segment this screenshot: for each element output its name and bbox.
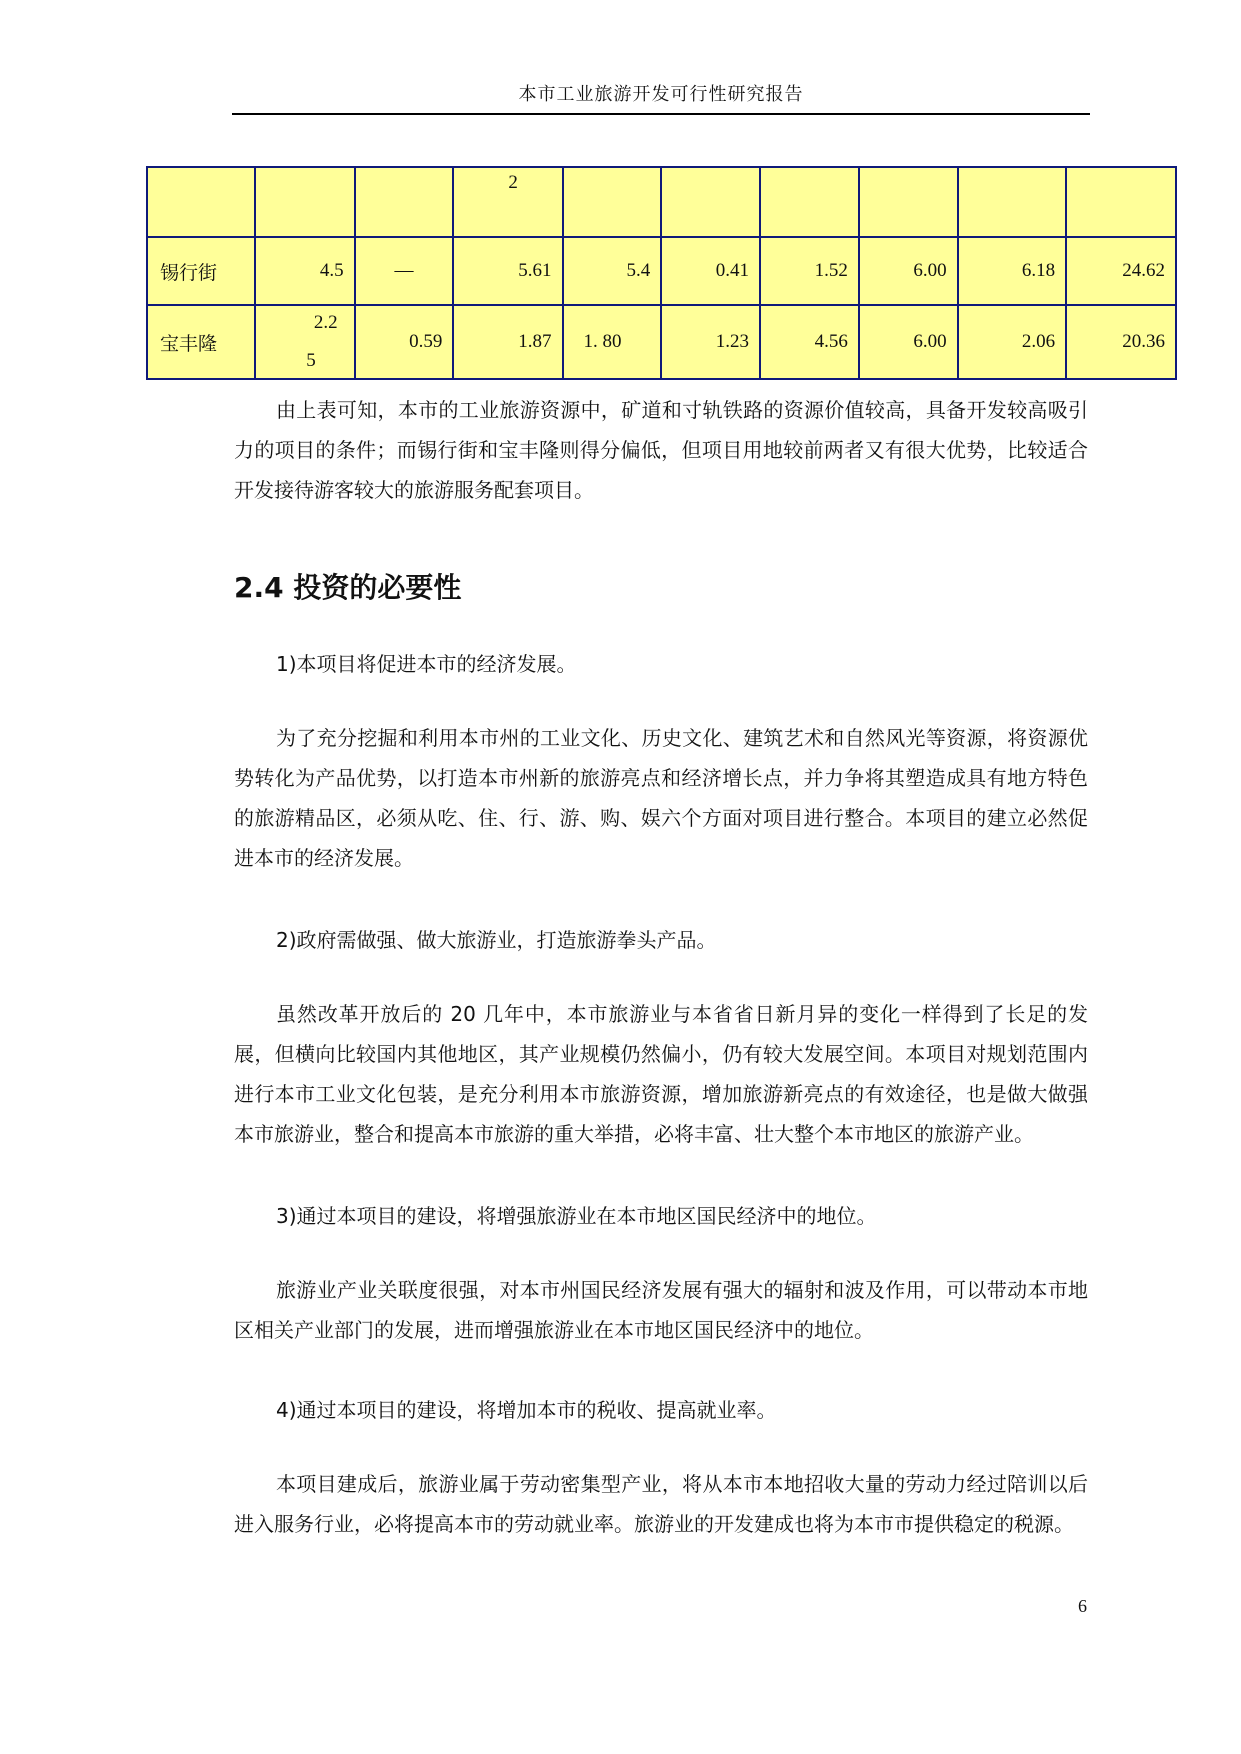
page-header-title: 本市工业旅游开发可行性研究报告 [518, 84, 804, 105]
table-cell: 6.00 [859, 237, 958, 305]
table-cell [563, 167, 662, 237]
table-cell: 6.18 [958, 237, 1067, 305]
page-number: 6 [1078, 1596, 1087, 1616]
table-cell [958, 167, 1067, 237]
table-cell-line: 2.2 [313, 312, 338, 333]
table-cell [859, 167, 958, 237]
score-table [146, 166, 1177, 380]
table-cell: 5.4 [563, 237, 662, 305]
table-cell: 5.61 [453, 237, 562, 305]
table-cell: 6.00 [859, 305, 958, 379]
table-cell [355, 167, 454, 237]
table-cell [661, 167, 760, 237]
table-cell: 1.23 [661, 305, 760, 379]
table-cell-name: 锡行街 [147, 237, 255, 305]
table-cell-name: 宝丰隆 [147, 305, 255, 379]
table-cell: 1.52 [760, 237, 859, 305]
table-cell-name [147, 167, 255, 237]
table-row [147, 305, 1176, 379]
table-cell: 1. 80 [563, 305, 662, 379]
table-row [147, 167, 1176, 237]
table-cell [1066, 167, 1176, 237]
table-cell-line: 5 [306, 350, 316, 371]
item-body-1: 为了充分挖掘和利用本市州的工业文化、历史文化、建筑艺术和自然风光等资源，将资源优势转化为产品优势，以打造本市州新的旅游亮点和经济增长点，并力争将其塑造成具有地方特色的旅游精品区，必须从吃、住、行、游、购、娱六个方面对项目进行整合。本项目的建立必然促进本市的经济发展。 [234, 726, 1088, 870]
table-cell [255, 305, 354, 379]
item-title-1: 1)本项目将促进本市的经济发展。 [276, 652, 577, 676]
item-body-2: 虽然改革开放后的 20 几年中，本市旅游业与本省省日新月异的变化一样得到了长足的发展，但横向比较国内其他地区，其产业规模仍然偏小，仍有较大发展空间。本项目对规划范围内进行本市工业文化包装，是充分利用本市旅游资源，增加旅游新亮点的有效途径，也是做大做强本市旅游业，整合和提高本市旅游的重大举措，必将丰富、壮大整个本市地区的旅游产业。 [234, 1002, 1088, 1146]
item-title-4: 4)通过本项目的建设，将增加本市的税收、提高就业率。 [276, 1398, 777, 1422]
table-cell: 4.56 [760, 305, 859, 379]
table-cell: 2 [453, 167, 562, 237]
table-cell: 20.36 [1066, 305, 1176, 379]
table-cell [255, 167, 354, 237]
section-heading: 2.4 投资的必要性 [234, 571, 462, 604]
table-row [147, 237, 1176, 305]
header-rule [232, 113, 1090, 115]
table-cell: 0.41 [661, 237, 760, 305]
item-title-3: 3)通过本项目的建设，将增强旅游业在本市地区国民经济中的地位。 [276, 1204, 877, 1228]
table-cell: 2.06 [958, 305, 1067, 379]
table-cell [760, 167, 859, 237]
table-cell: — [355, 237, 454, 305]
intro-paragraph: 由上表可知，本市的工业旅游资源中，矿道和寸轨铁路的资源价值较高，具备开发较高吸引力的项目的条件；而锡行街和宝丰隆则得分偏低，但项目用地较前两者又有很大优势，比较适合开发接待游客较大的旅游服务配套项目。 [234, 398, 1088, 502]
table-cell: 4.5 [255, 237, 354, 305]
item-body-3: 旅游业产业关联度很强，对本市州国民经济发展有强大的辐射和波及作用，可以带动本市地区相关产业部门的发展，进而增强旅游业在本市地区国民经济中的地位。 [234, 1278, 1088, 1342]
item-title-2: 2)政府需做强、做大旅游业，打造旅游拳头产品。 [276, 928, 717, 952]
table-cell: 24.62 [1066, 237, 1176, 305]
table-cell: 1.87 [453, 305, 562, 379]
item-body-4: 本项目建成后，旅游业属于劳动密集型产业，将从本市本地招收大量的劳动力经过陪训以后进入服务行业，必将提高本市的劳动就业率。旅游业的开发建成也将为本市市提供稳定的税源。 [234, 1472, 1088, 1536]
table-cell: 0.59 [355, 305, 454, 379]
